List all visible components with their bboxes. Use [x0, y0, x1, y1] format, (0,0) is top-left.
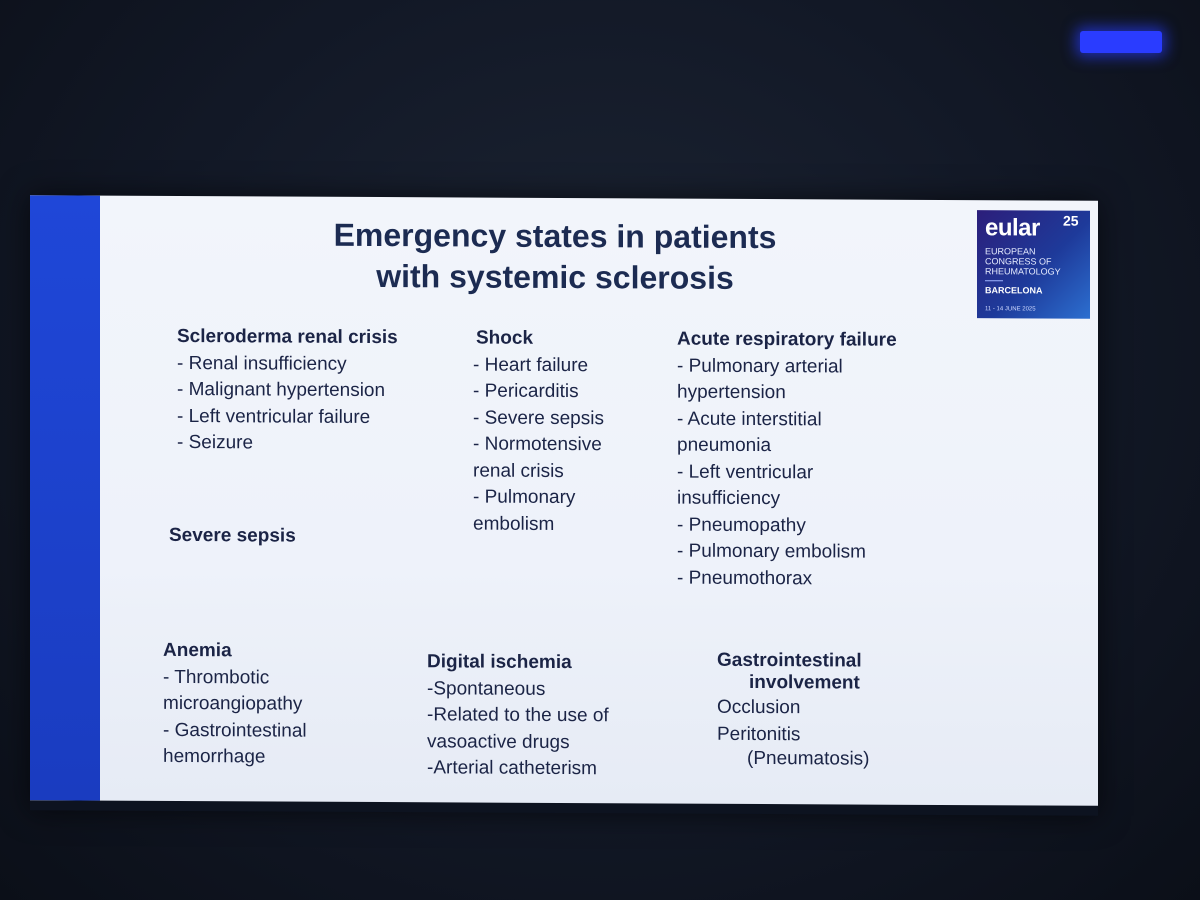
gi-heading-line-2: involvement: [749, 671, 860, 694]
anemia-heading: Anemia: [163, 639, 232, 662]
respiratory-failure-block: [677, 327, 897, 593]
list-item: - Pulmonary embolism: [677, 540, 866, 563]
slide-title: [230, 214, 880, 299]
title-line-2: with systemic sclerosis: [376, 258, 734, 296]
logo-dates: 11 - 14 JUNE 2025: [985, 306, 1036, 313]
logo-rule: [985, 280, 1003, 281]
shock-block: [473, 326, 604, 539]
list-item: -Spontaneous: [427, 677, 546, 700]
list-item: - Thrombotic: [163, 666, 270, 688]
list-item: - Renal insufficiency: [177, 352, 347, 375]
list-item: - Gastrointestinal: [163, 719, 307, 742]
list-item: - Seizure: [177, 431, 254, 454]
slide: [30, 195, 1098, 806]
logo-line-3: RHEUMATOLOGY: [985, 266, 1061, 277]
digital-ischemia-heading: Digital ischemia: [427, 651, 572, 674]
severe-sepsis-heading: Severe sepsis: [169, 524, 296, 547]
severe-sepsis-block: [169, 523, 296, 550]
list-item: - Normotensive: [473, 433, 602, 456]
list-item: - Malignant hypertension: [177, 378, 386, 402]
logo-year: 25: [1063, 212, 1079, 229]
gi-involvement-block: [717, 650, 870, 771]
list-item: (Pneumatosis): [747, 747, 870, 770]
renal-crisis-block: [177, 324, 398, 458]
list-item: - Left ventricular failure: [177, 405, 371, 428]
projection-screen: [30, 195, 1098, 816]
list-item: hemorrhage: [163, 745, 266, 768]
gi-heading-line-1: Gastrointestinal: [717, 649, 862, 672]
list-item: Occlusion: [717, 696, 801, 719]
slide-accent-bar: [30, 195, 100, 800]
logo-line-2: CONGRESS OF: [985, 256, 1052, 267]
eular-logo: [977, 210, 1090, 319]
list-item: insufficiency: [677, 487, 781, 510]
list-item: - Pericarditis: [473, 380, 579, 403]
logo-wordmark: eular: [985, 214, 1040, 242]
list-item: embolism: [473, 513, 555, 535]
room-light-fixture: [1080, 31, 1162, 53]
list-item: -Related to the use of: [427, 704, 609, 727]
respiratory-failure-heading: Acute respiratory failure: [677, 328, 897, 351]
list-item: - Severe sepsis: [473, 407, 604, 429]
digital-ischemia-block: [427, 649, 609, 782]
anemia-block: [163, 638, 307, 771]
logo-line-1: EUROPEAN: [985, 246, 1036, 257]
list-item: -Arterial catheterism: [427, 757, 597, 780]
list-item: - Acute interstitial: [677, 408, 822, 430]
list-item: - Pneumopathy: [677, 514, 806, 536]
list-item: Peritonitis: [717, 723, 801, 746]
list-item: renal crisis: [473, 460, 564, 482]
list-item: - Pneumothorax: [677, 567, 813, 589]
list-item: hypertension: [677, 381, 786, 404]
list-item: vasoactive drugs: [427, 730, 570, 753]
list-item: - Pulmonary arterial: [677, 355, 843, 377]
list-item: microangiopathy: [163, 692, 303, 715]
shock-heading: Shock: [476, 327, 534, 349]
title-line-1: Emergency states in patients: [333, 216, 777, 256]
list-item: - Left ventricular: [677, 461, 814, 483]
renal-crisis-heading: Scleroderma renal crisis: [177, 325, 398, 349]
list-item: - Heart failure: [473, 354, 589, 376]
list-item: pneumonia: [677, 434, 772, 457]
list-item: - Pulmonary: [473, 486, 576, 509]
logo-city: BARCELONA: [985, 285, 1043, 296]
